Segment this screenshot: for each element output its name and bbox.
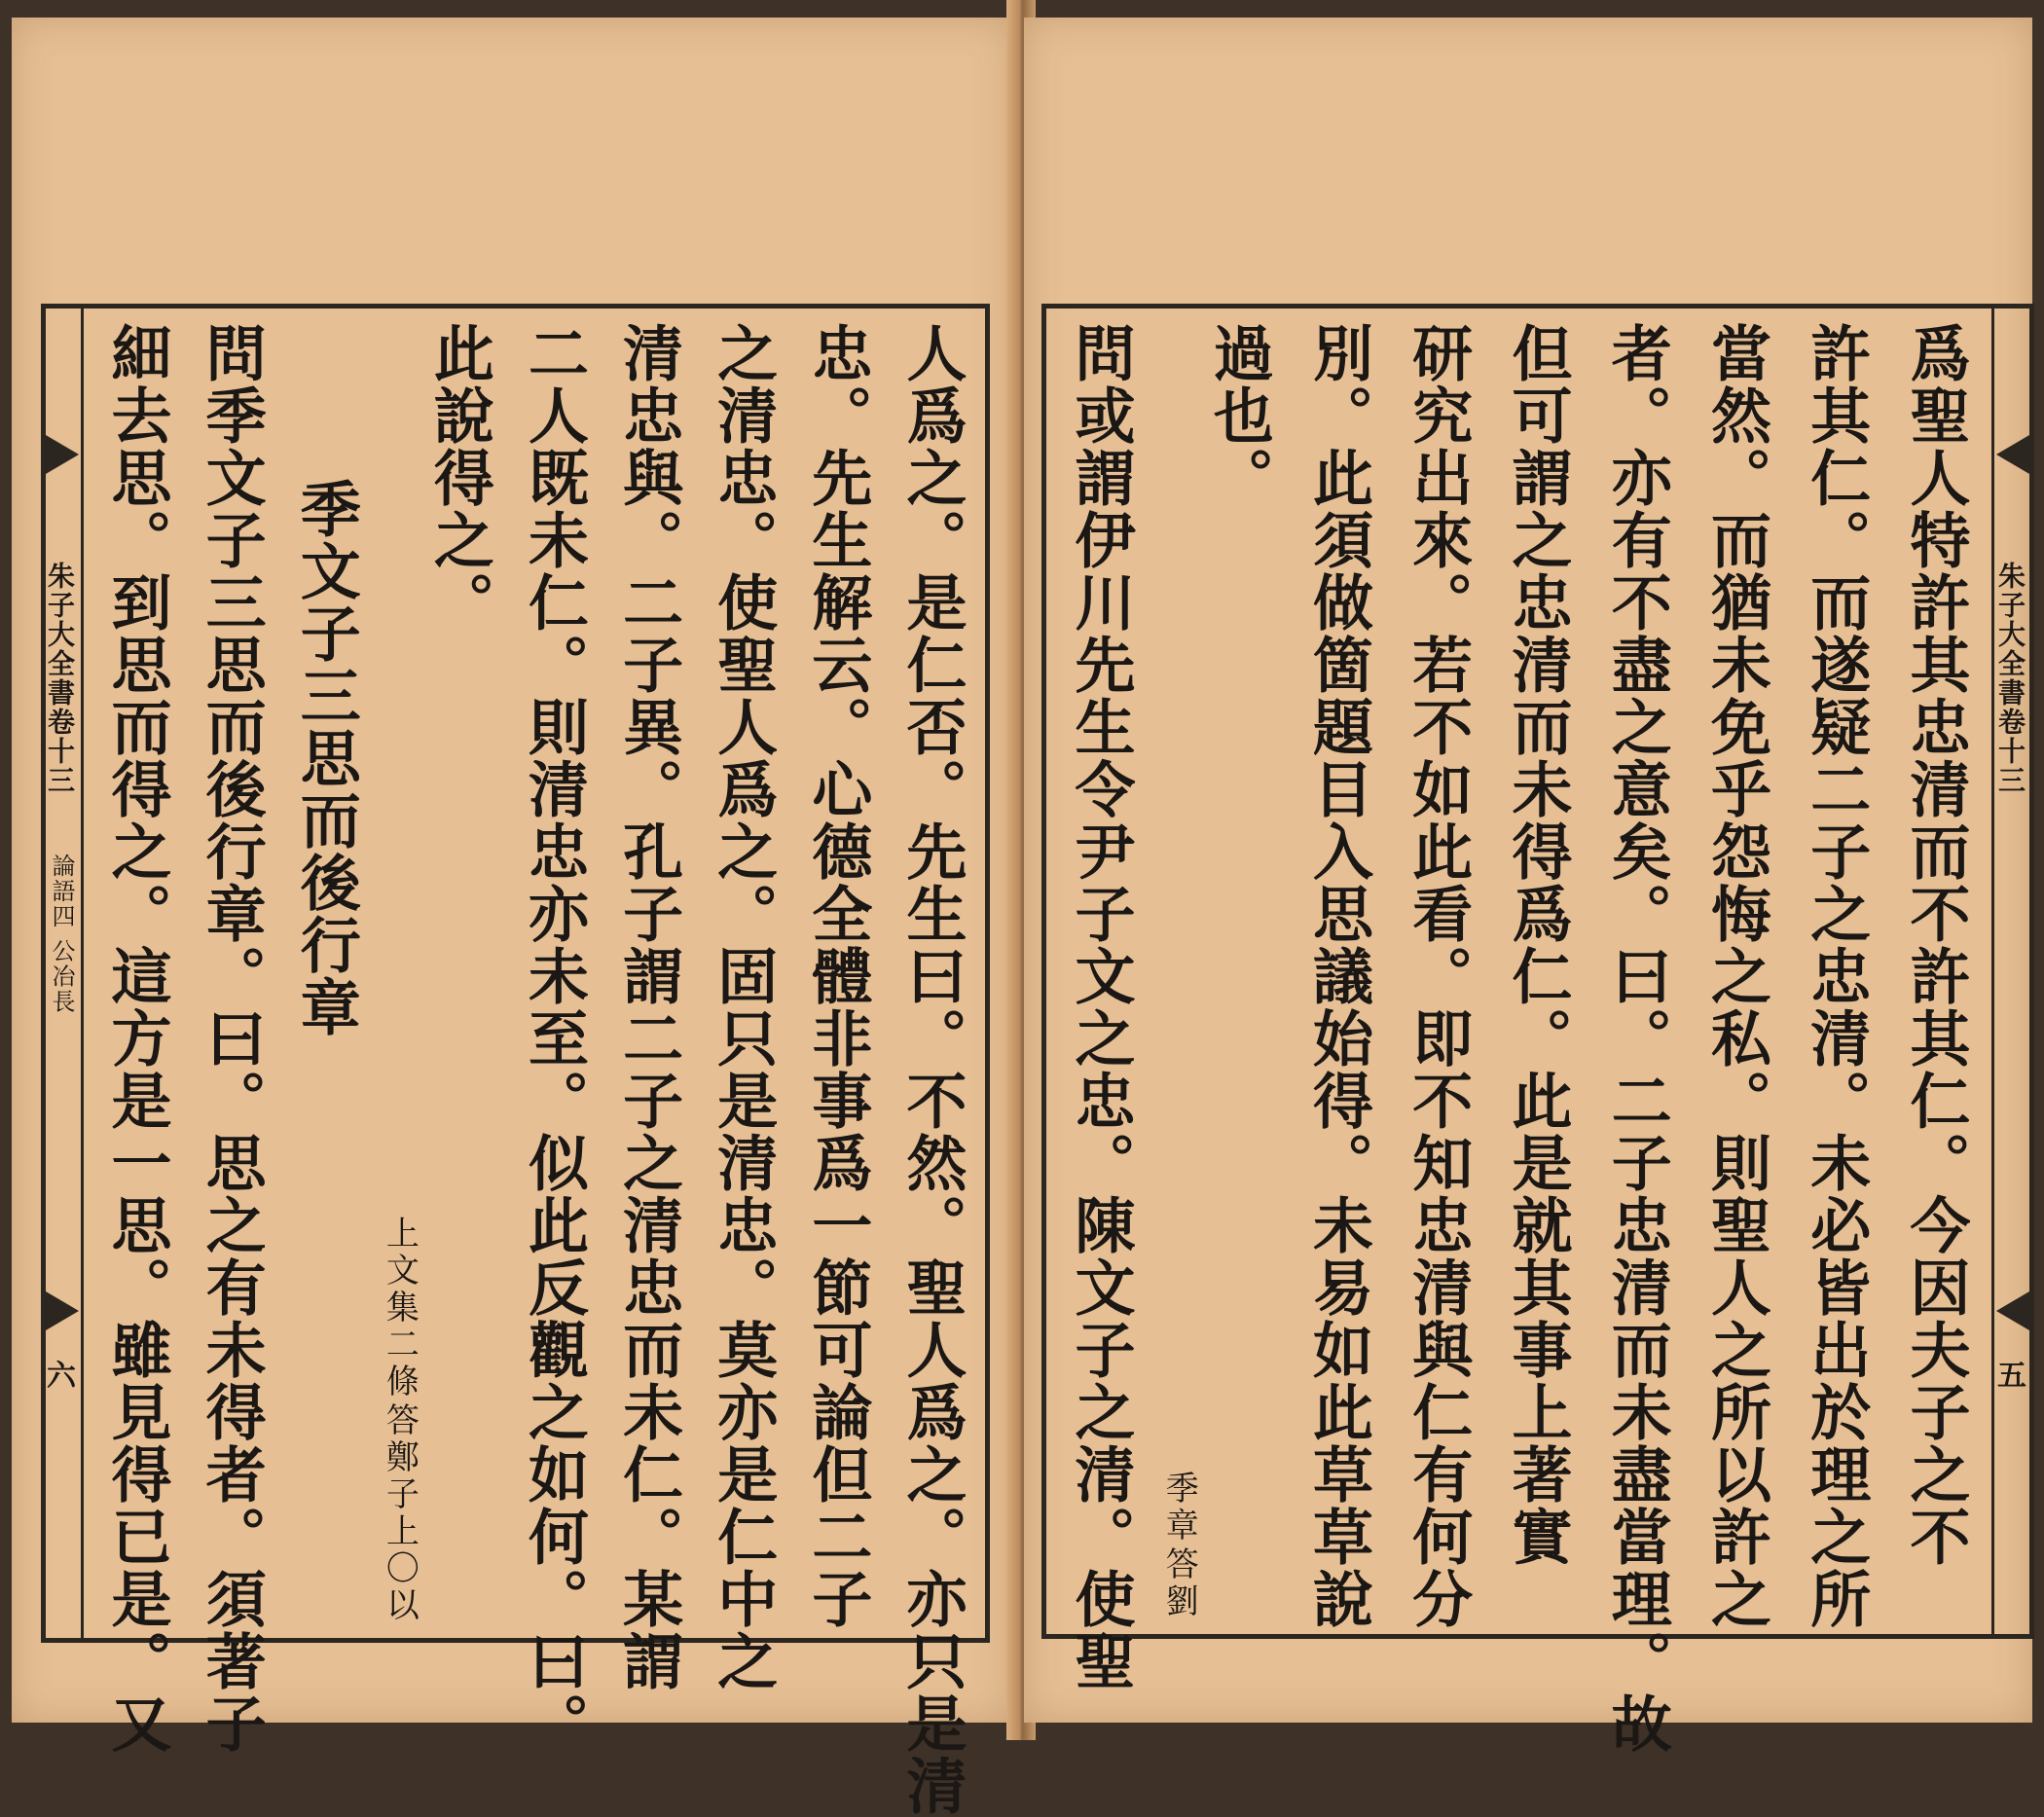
text-column: 問季文子三思而後行章。曰。思之有未得者。須著子 [196, 322, 268, 1755]
text-column: 研究出來。若不如此看。即不知忠清與仁有何分 [1402, 322, 1474, 1630]
text-column-with-note [1159, 322, 1278, 1620]
right-page [1024, 18, 2032, 1755]
right-band-rule [1991, 309, 1994, 1634]
right-folio-number: 五 [1991, 1360, 2026, 1389]
note-line: 答劉 [1159, 1546, 1199, 1620]
right-text-frame [1041, 304, 2034, 1755]
left-margin-band [41, 309, 79, 1638]
text-column-main: 過也。 [1203, 322, 1275, 509]
text-column: 當然。而猶未免乎怨悔之私。則聖人之所以許之 [1700, 322, 1772, 1630]
right-margin-band [1991, 309, 2029, 1634]
fish-tail-mark-icon [46, 1291, 79, 1330]
text-column: 細去思。到思而得之。這方是一思。雖見得已是。又 [101, 322, 172, 1755]
note-line: 答鄭子上〇以 [380, 1402, 420, 1624]
text-column: 人爲之。是仁否。先生曰。不然。聖人爲之。亦只是清 [896, 322, 967, 1817]
chapter-heading: 季文子三思而後行章 [290, 478, 362, 1038]
fish-tail-mark-icon [1996, 1291, 2029, 1330]
fish-tail-mark-icon [1996, 435, 2029, 474]
text-column-main: 此說得之。 [423, 322, 495, 634]
text-column: 者。亦有不盡之意矣。曰。二子忠清而未盡當理。故 [1601, 322, 1673, 1755]
left-band-title: 朱子大全書卷十三 [44, 562, 76, 795]
text-column-with-note [380, 322, 498, 1624]
double-line-note [1159, 328, 1198, 1620]
note-line: 上文集二條 [380, 1216, 420, 1400]
left-band-rule [81, 309, 84, 1638]
text-column: 忠。先生解云。心德全體非事爲一節可論但二子 [801, 322, 873, 1630]
left-text-frame [41, 304, 990, 1817]
text-column: 但可謂之忠清而未得爲仁。此是就其事上著實 [1502, 322, 1573, 1568]
right-band-title: 朱子大全書卷十三 [1994, 562, 2026, 795]
left-page [12, 18, 1012, 1817]
text-column: 爲聖人特許其忠清而不許其仁。今因夫子之不 [1900, 322, 1971, 1568]
fish-tail-mark-icon [46, 435, 79, 474]
left-folio-number: 六 [41, 1360, 75, 1389]
left-text-columns [96, 322, 971, 1817]
note-line: 季章 [1159, 1471, 1199, 1544]
right-text-columns [1060, 322, 1975, 1755]
text-column: 之清忠。使聖人爲之。固只是清忠。莫亦是仁中之 [707, 322, 779, 1692]
double-line-note [380, 328, 419, 1624]
text-column: 許其仁。而遂疑二子之忠清。未必皆出於理之所 [1800, 322, 1872, 1630]
text-column: 別。此須做箇題目入思議始得。未易如此草草說 [1302, 322, 1374, 1630]
text-column: 問或謂伊川先生令尹子文之忠。陳文子之清。使聖 [1065, 322, 1136, 1692]
left-band-section: 論語四 公冶長 [48, 854, 75, 1015]
text-column: 二人既未仁。則清忠亦未至。似此反觀之如何。曰。 [518, 322, 590, 1755]
text-column: 清忠與。二子異。孔子謂二子之清忠而未仁。某謂 [612, 322, 684, 1692]
